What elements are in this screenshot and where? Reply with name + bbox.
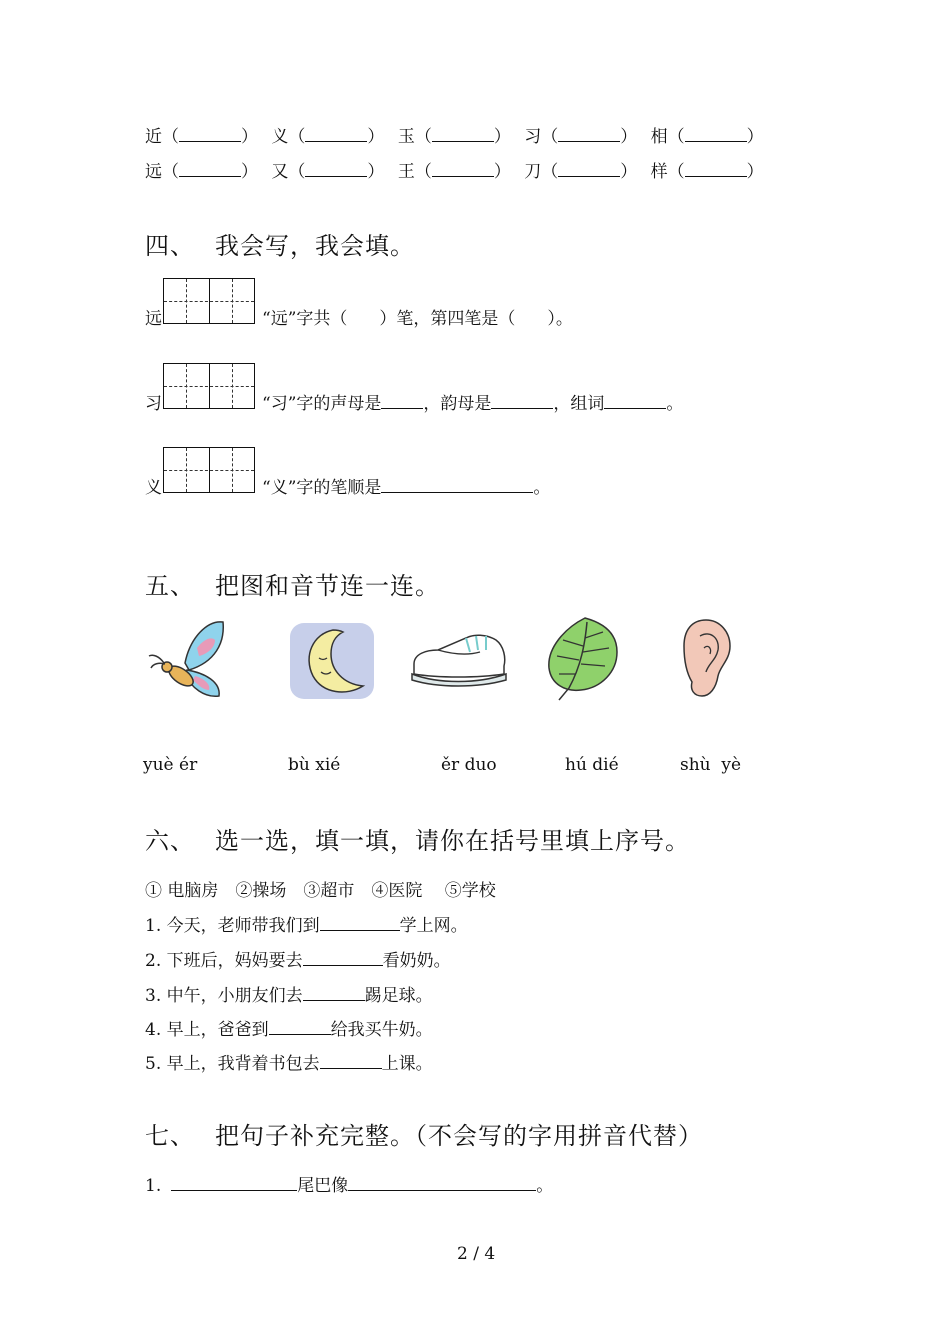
fill-sentence: “远”字共（ ）笔，第四笔是（ ）。 [262,309,573,329]
answer-blank[interactable] [381,392,423,409]
pair: 义（ ） [271,127,385,147]
section-6-heading: 六、 选一选，填一填，请你在括号里填上序号。 [145,827,690,855]
answer-blank[interactable] [491,392,553,409]
pinyin-label[interactable]: bù xié [288,755,341,775]
answer-blank[interactable] [320,1052,382,1069]
ear-icon [680,616,734,700]
answer-blank[interactable] [305,160,367,177]
options-list: ① 电脑房 ②操场 ③超市 ④医院 ⑤学校 [145,881,496,901]
writing-grid[interactable] [163,363,255,409]
answer-blank[interactable] [685,160,747,177]
writing-grid[interactable] [163,278,255,324]
writing-grid[interactable] [163,447,255,493]
answer-blank[interactable] [432,125,494,142]
pair: 王（ ） [397,162,511,182]
fill-item: 4. 早上，爸爸到 给我买牛奶。 [145,1020,433,1040]
answer-blank[interactable] [171,1174,297,1191]
leaf-icon [545,614,621,702]
pair: 远（ ） [145,162,258,182]
pinyin-label[interactable]: shù yè [680,755,742,775]
fill-sentence: “习”字的声母是 ，韵母是 ，组词 。 [262,394,684,414]
answer-blank[interactable] [179,125,241,142]
answer-blank[interactable] [303,984,365,1001]
practice-char: 义 [145,478,162,498]
answer-blank[interactable] [685,125,747,142]
sentence-item: 1. 尾巴像 。 [145,1176,554,1196]
section-5-heading: 五、 把图和音节连一连。 [145,572,440,600]
pinyin-label[interactable]: ěr duo [441,755,497,775]
pair: 样（ ） [650,162,764,182]
answer-blank[interactable] [604,392,666,409]
pair: 刀（ ） [524,162,638,182]
answer-blank[interactable] [303,949,383,966]
answer-blank[interactable] [320,914,400,931]
shoe-icon [408,628,508,690]
practice-char: 习 [145,394,162,414]
pinyin-label[interactable]: yuè ér [143,755,198,775]
fill-item: 5. 早上，我背着书包去 上课。 [145,1054,433,1074]
answer-blank[interactable] [558,160,620,177]
answer-blank[interactable] [558,125,620,142]
answer-blank[interactable] [305,125,367,142]
practice-char: 远 [145,309,162,329]
pair: 玉（ ） [397,127,511,147]
answer-blank[interactable] [348,1174,536,1191]
section-4-heading: 四、 我会写，我会填。 [145,232,415,260]
pair: 近（ ） [145,127,258,147]
antonym-row-1 [145,122,764,147]
answer-blank[interactable] [179,160,241,177]
pinyin-label[interactable]: hú dié [565,755,619,775]
fill-sentence: “义”字的笔顺是 。 [262,478,551,498]
answer-blank[interactable] [269,1018,331,1035]
pair: 又（ ） [271,162,385,182]
antonym-row-2 [145,157,764,182]
moon-icon [287,620,377,702]
pair: 习（ ） [524,127,638,147]
butterfly-icon [145,618,227,700]
fill-item: 3. 中午，小朋友们去 踢足球。 [145,986,433,1006]
answer-blank[interactable] [381,476,533,493]
answer-blank[interactable] [432,160,494,177]
pair: 相（ ） [650,127,764,147]
fill-item: 1. 今天，老师带我们到 学上网。 [145,916,468,936]
section-7-heading: 七、 把句子补充完整。（不会写的字用拼音代替） [145,1122,703,1150]
page-number: 2 / 4 [457,1244,496,1264]
fill-item: 2. 下班后，妈妈要去 看奶奶。 [145,951,451,971]
